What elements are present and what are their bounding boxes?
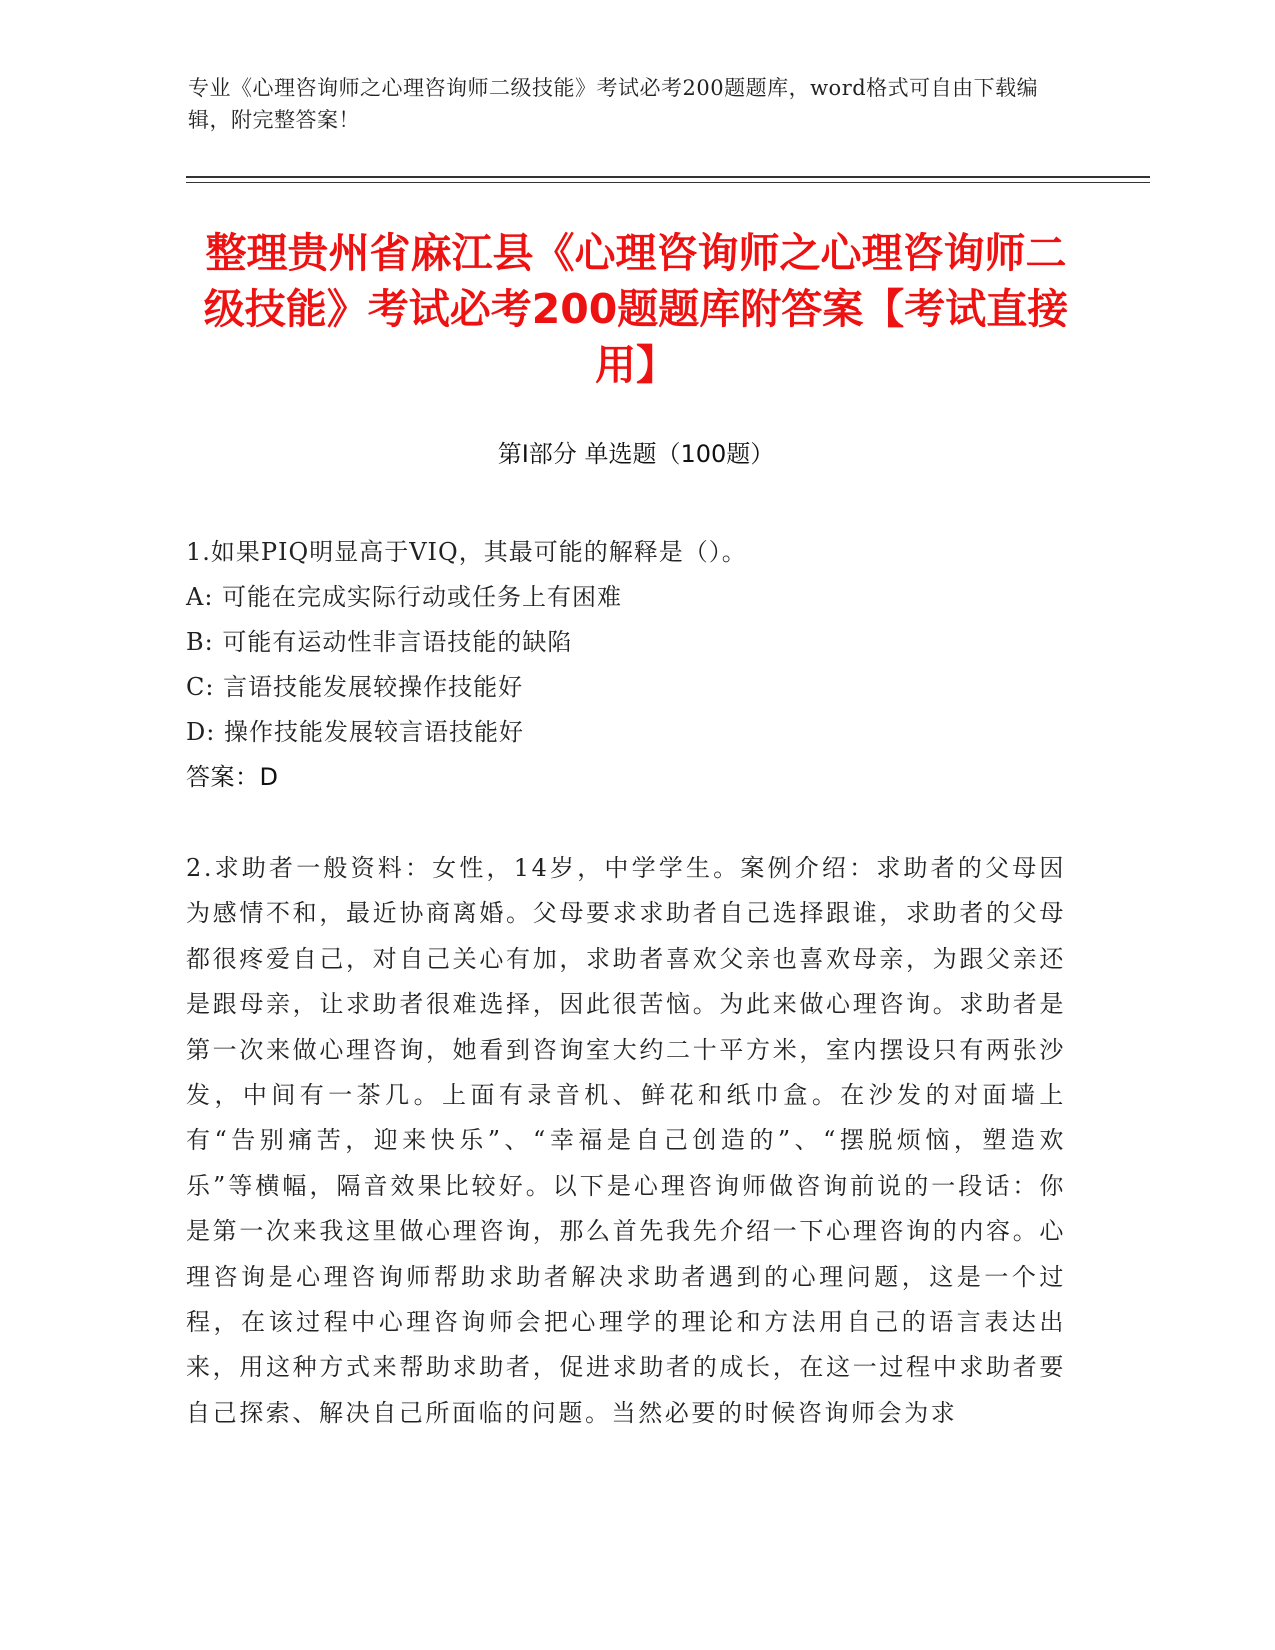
question-stem: 1.如果PIQ明显高于VIQ，其最可能的解释是（）。 (186, 538, 747, 566)
header-divider-thin (186, 182, 1150, 183)
option-b: B: 可能有运动性非言语技能的缺陷 (186, 628, 573, 656)
question-2 (186, 846, 1066, 1436)
option-a: A: 可能在完成实际行动或任务上有困难 (186, 583, 623, 611)
option-c: C: 言语技能发展较操作技能好 (186, 673, 524, 701)
header-divider-thick (186, 176, 1150, 178)
answer-label: 答案：D (186, 763, 279, 791)
document-title: 整理贵州省麻江县《心理咨询师之心理咨询师二级技能》考试必考200题题库附答案【考试直接用】 (203, 229, 1069, 389)
question-stem: 2.求助者一般资料：女性，14岁，中学学生。案例介绍：求助者的父母因为感情不和，最近协商离婚。父母要求求助者自己选择跟谁，求助者的父母都很疼爱自己，对自己关心有加，求助者喜欢父亲也喜欢母亲，为跟父亲还是跟母亲，让求助者很难选择，因此很苦恼。为此来做心理咨询。求助者是第一次来做心理咨询，她看到咨询室大约二十平方米，室内摆设只有两张沙发，中间有一茶几。上面有录音机、鲜花和纸巾盒。在沙发的对面墙上有“告别痛苦，迎来快乐”、“幸福是自己创造的”、“摆脱烦恼，塑造欢乐”等横幅，隔音效果比较好。以下是心理咨询师做咨询前说的一段话：你是第一次来我这里做心理咨询，那么首先我先介绍一下心理咨询的内容。心理咨询是心理咨询师帮助求助者解决求助者遇到的心理问题，这是一个过程，在该过程中心理咨询师会把心理学的理论和方法用自己的语言表达出来，用这种方式来帮助求助者，促进求助者的成长，在这一过程中求助者要自己探索、解决自己所面临的问题。当然必要的时候咨询师会为求 (186, 854, 1066, 1427)
header-note: 专业《心理咨询师之心理咨询师二级技能》考试必考200题题库，word格式可自由下载编辑，附完整答案！ (188, 76, 1039, 132)
section-heading: 第Ⅰ部分 单选题（100题） (497, 440, 775, 468)
option-d: D: 操作技能发展较言语技能好 (186, 718, 524, 746)
question-1 (186, 530, 1066, 800)
